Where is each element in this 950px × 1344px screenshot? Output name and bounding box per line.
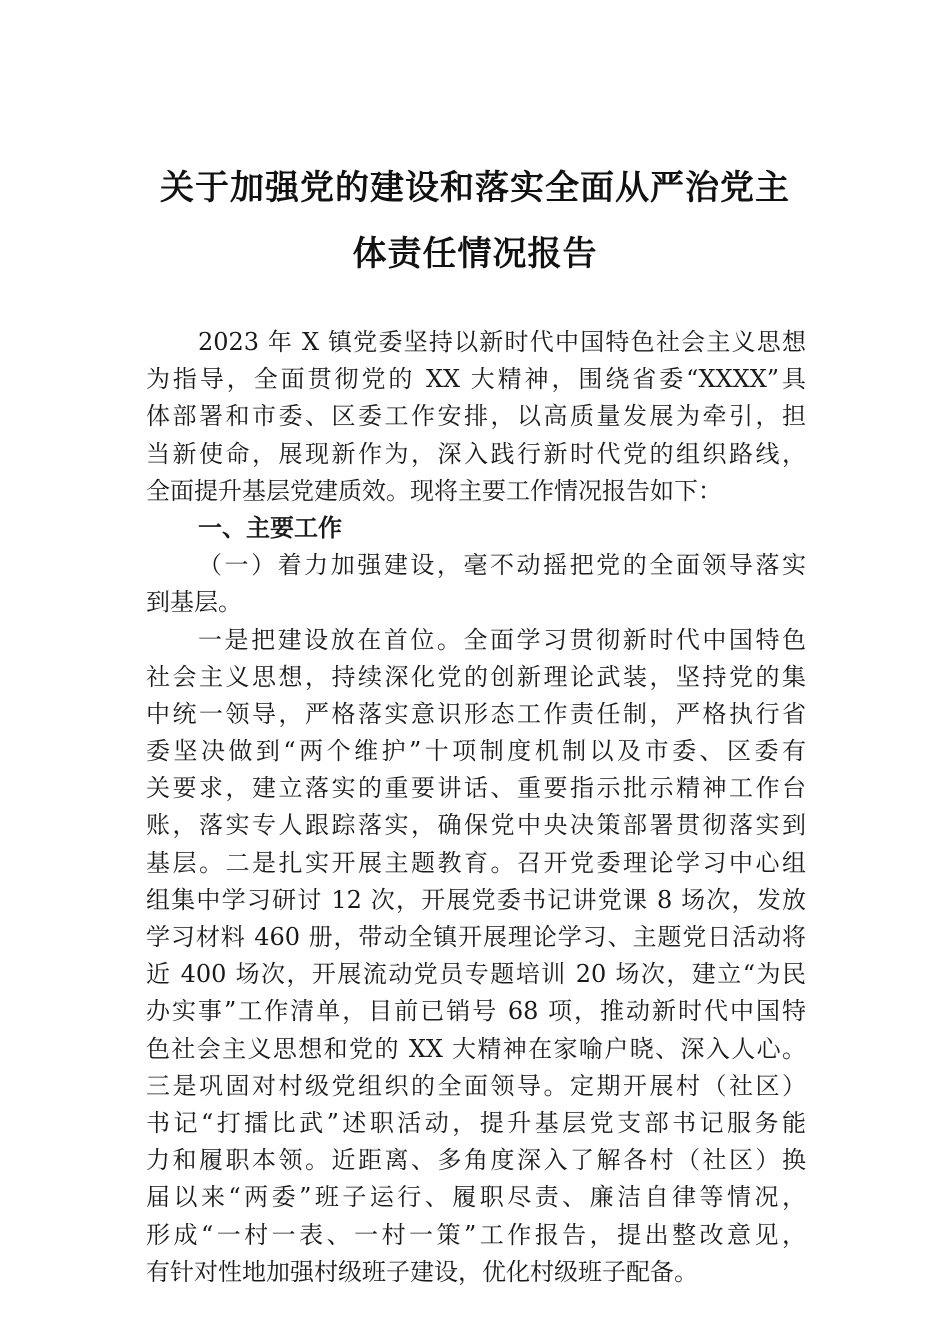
intro-line: 全面提升基层党建质效。现将主要工作情况报告如下： bbox=[146, 476, 722, 505]
document-title-line-1: 关于加强党的建设和落实全面从严治党主 bbox=[160, 168, 790, 208]
paragraph-line: 色社会主义思想和党的 XX 大精神在家喻户晓、深入人心。 bbox=[146, 1034, 806, 1063]
paragraph-line: 书记“打擂比武”述职活动，提升基层党支部书记服务能 bbox=[146, 1108, 806, 1137]
paragraph-line: 基层。二是扎实开展主题教育。召开党委理论学习中心组 bbox=[146, 848, 806, 877]
intro-line: 当新使命，展现新作为，深入践行新时代党的组织路线， bbox=[146, 439, 806, 468]
intro-line: 2023 年 X 镇党委坚持以新时代中国特色社会主义思想 bbox=[198, 328, 806, 356]
paragraph-line: 近 400 场次，开展流动党员专题培训 20 场次，建立“为民 bbox=[146, 960, 806, 989]
section-heading: 一、主要工作 bbox=[198, 513, 342, 542]
paragraph-line: 有针对性地加强村级班子建设，优化村级班子配备。 bbox=[146, 1257, 698, 1286]
paragraph-line: 办实事”工作清单，目前已销号 68 项，推动新时代中国特 bbox=[146, 997, 806, 1026]
subsection-line: （一）着力加强建设，毫不动摇把党的全面领导落实 bbox=[198, 551, 806, 580]
paragraph-line: 一是把建设放在首位。全面学习贯彻新时代中国特色 bbox=[198, 625, 806, 654]
paragraph-line: 账，落实专人跟踪落实，确保党中央决策部署贯彻落实到 bbox=[146, 811, 806, 840]
subsection-line: 到基层。 bbox=[146, 588, 242, 617]
paragraph-line: 关要求，建立落实的重要讲话、重要指示批示精神工作台 bbox=[146, 774, 806, 803]
document-title-line-2: 体责任情况报告 bbox=[352, 234, 598, 274]
paragraph-line: 委坚决做到“两个维护”十项制度机制以及市委、区委有 bbox=[146, 737, 806, 766]
paragraph-line: 学习材料 460 册，带动全镇开展理论学习、主题党日活动将 bbox=[146, 923, 806, 951]
document-body bbox=[146, 324, 806, 1291]
intro-line: 为指导，全面贯彻党的 XX 大精神，围绕省委“XXXX”具 bbox=[146, 365, 806, 394]
paragraph-line: 社会主义思想，持续深化党的创新理论武装，坚持党的集 bbox=[146, 662, 806, 691]
paragraph-line: 形成“一村一表、一村一策”工作报告，提出整改意见， bbox=[146, 1220, 806, 1249]
paragraph-line: 中统一领导，严格落实意识形态工作责任制，严格执行省 bbox=[146, 699, 806, 728]
paragraph-line: 力和履职本领。近距离、多角度深入了解各村（社区）换 bbox=[146, 1146, 806, 1175]
paragraph-line: 组集中学习研讨 12 次，开展党委书记讲党课 8 场次，发放 bbox=[146, 885, 806, 914]
intro-line: 体部署和市委、区委工作安排，以高质量发展为牵引，担 bbox=[146, 402, 806, 431]
paragraph-line: 届以来“两委”班子运行、履职尽责、廉洁自律等情况， bbox=[146, 1183, 806, 1212]
paragraph-line: 三是巩固对村级党组织的全面领导。定期开展村（社区） bbox=[146, 1071, 806, 1100]
